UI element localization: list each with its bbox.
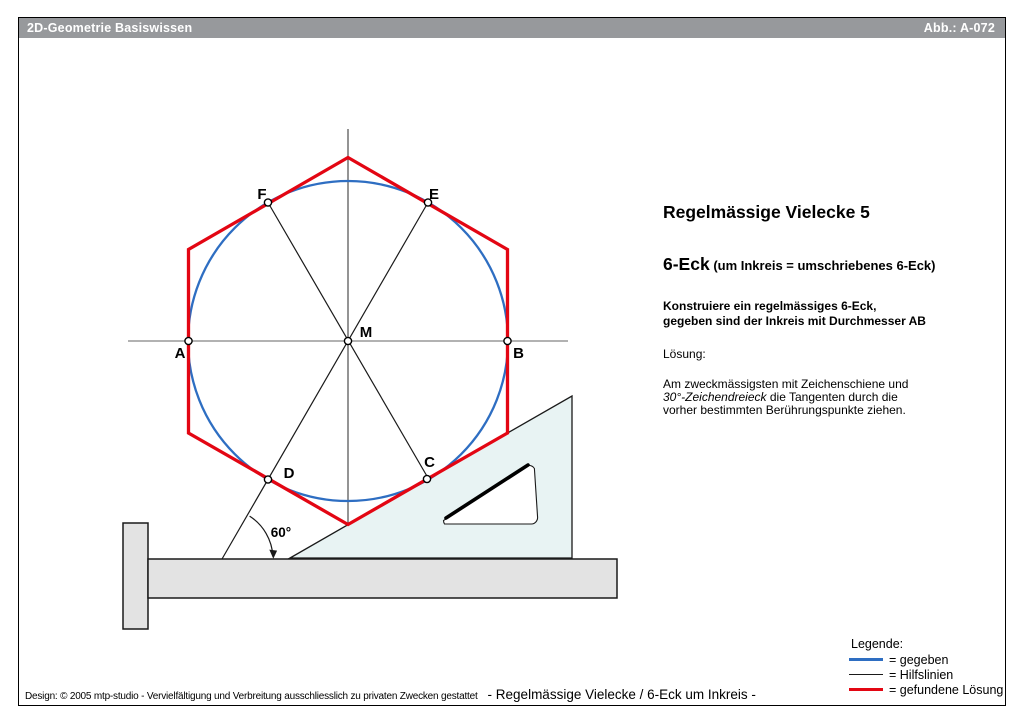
legend-label-solution: = gefundene Lösung (889, 682, 1004, 697)
footer-caption: - Regelmässige Vielecke / 6-Eck um Inkreis - (487, 687, 756, 702)
point-marker-c (423, 475, 430, 482)
rail-bar-shape (148, 559, 617, 598)
subtitle-paren: (um Inkreis = umschriebenes 6-Eck) (709, 258, 936, 273)
point-marker-a (185, 337, 192, 344)
angle-arc (250, 516, 273, 556)
footer (25, 686, 756, 704)
point-label-a: A (174, 345, 186, 362)
legend-row-helper (849, 667, 1003, 682)
legend-label-helper: = Hilfslinien (889, 667, 954, 682)
point-marker-d (264, 476, 271, 483)
point-label-c: C (424, 454, 435, 471)
subtitle-main: 6-Eck (663, 254, 710, 274)
solution-line-2-rest: die Tangenten durch die (766, 390, 898, 404)
header-title: 2D-Geometrie Basiswissen (27, 21, 193, 35)
point-marker-b (504, 337, 511, 344)
task-text (663, 299, 926, 329)
subtitle (663, 254, 936, 275)
solution-line-2-italic: 30°-Zeichendreieck (663, 390, 767, 404)
solution-label: Lösung: (663, 347, 706, 361)
legend-row-given (849, 652, 1003, 667)
point-label-f: F (257, 186, 267, 203)
helper-line-swatch (849, 674, 883, 675)
solution-text (663, 378, 908, 417)
figure-number-label: Abb.: A-072 (923, 21, 995, 35)
solution-line-swatch (849, 688, 883, 692)
given-line-swatch (849, 658, 883, 661)
point-marker-m (344, 337, 351, 344)
solution-line-3: vorher bestimmten Berührungspunkte ziehen. (663, 403, 906, 417)
legend-title: Legende: (851, 637, 904, 651)
task-line-2: gegeben sind der Inkreis mit Durchmesser AB (663, 314, 926, 328)
legend (849, 637, 1003, 697)
point-label-m: M (359, 324, 373, 341)
point-label-d: D (283, 465, 295, 482)
legend-row-solution (849, 682, 1003, 697)
point-label-b: B (513, 345, 524, 362)
angle-arc-arrowhead (269, 550, 277, 559)
copyright-text: Design: © 2005 mtp-studio - Vervielfältigung und Verbreitung ausschliesslich zu privaten Zwecken gestattet (25, 691, 478, 702)
solution-line-1: Am zweckmässigsten mit Zeichenschiene und (663, 377, 909, 391)
angle-value-label: 60° (270, 525, 292, 540)
page-title: Regelmässige Vielecke 5 (663, 202, 870, 222)
point-label-e: E (428, 186, 440, 203)
legend-label-given: = gegeben (889, 652, 949, 667)
task-line-1: Konstruiere ein regelmässiges 6-Eck, (663, 299, 877, 313)
rail-head-shape (123, 523, 148, 629)
